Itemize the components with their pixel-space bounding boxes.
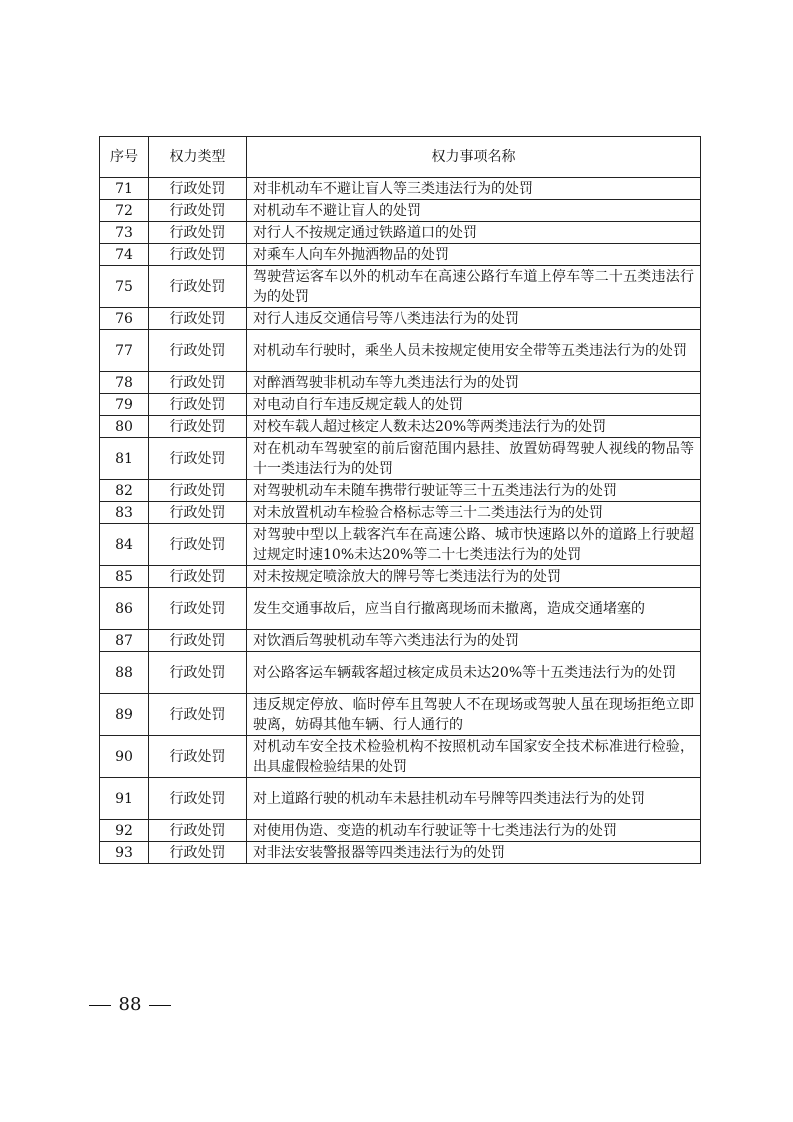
table-row (100, 480, 701, 502)
power-type-cell: 行政处罚 (149, 416, 247, 438)
power-item-name-cell: 对醉酒驾驶非机动车等九类违法行为的处罚 (247, 372, 701, 394)
serial-number-cell: 90 (100, 736, 149, 778)
power-type-cell: 行政处罚 (149, 778, 247, 820)
power-type-cell: 行政处罚 (149, 330, 247, 372)
power-item-name-cell: 对驾驶机动车未随车携带行驶证等三十五类违法行为的处罚 (247, 480, 701, 502)
table-row (100, 200, 701, 222)
serial-number-cell: 91 (100, 778, 149, 820)
power-item-name-cell: 对机动车不避让盲人的处罚 (247, 200, 701, 222)
table-row (100, 588, 701, 630)
power-item-name-cell: 对非机动车不避让盲人等三类违法行为的处罚 (247, 178, 701, 200)
table-row (100, 244, 701, 266)
serial-number-cell: 77 (100, 330, 149, 372)
serial-number-cell: 93 (100, 842, 149, 864)
table-row (100, 438, 701, 480)
power-type-cell: 行政处罚 (149, 566, 247, 588)
table-row (100, 178, 701, 200)
power-item-name-cell: 对公路客运车辆载客超过核定成员未达20%等十五类违法行为的处罚 (247, 652, 701, 694)
serial-number-cell: 80 (100, 416, 149, 438)
table-row (100, 694, 701, 736)
power-item-name-cell: 发生交通事故后，应当自行撤离现场而未撤离，造成交通堵塞的 (247, 588, 701, 630)
power-item-name-cell: 对使用伪造、变造的机动车行驶证等十七类违法行为的处罚 (247, 820, 701, 842)
serial-number-cell: 76 (100, 308, 149, 330)
power-item-name-cell: 对校车载人超过核定人数未达20%等两类违法行为的处罚 (247, 416, 701, 438)
power-item-name-cell: 对未按规定喷涂放大的牌号等七类违法行为的处罚 (247, 566, 701, 588)
table-row (100, 330, 701, 372)
power-type-cell: 行政处罚 (149, 438, 247, 480)
table-row (100, 842, 701, 864)
serial-number-cell: 78 (100, 372, 149, 394)
table-row (100, 630, 701, 652)
table-row (100, 820, 701, 842)
serial-number-cell: 87 (100, 630, 149, 652)
table-row (100, 372, 701, 394)
power-item-name-cell: 对乘车人向车外抛洒物品的处罚 (247, 244, 701, 266)
power-item-name-cell: 对行人不按规定通过铁路道口的处罚 (247, 222, 701, 244)
power-type-cell: 行政处罚 (149, 308, 247, 330)
power-type-cell: 行政处罚 (149, 694, 247, 736)
serial-number-cell: 84 (100, 524, 149, 566)
power-item-name-cell: 对未放置机动车检验合格标志等三十二类违法行为的处罚 (247, 502, 701, 524)
serial-number-cell: 81 (100, 438, 149, 480)
table-row (100, 266, 701, 308)
serial-number-cell: 89 (100, 694, 149, 736)
serial-number-cell: 71 (100, 178, 149, 200)
power-item-name-cell: 违反规定停放、临时停车且驾驶人不在现场或驾驶人虽在现场拒绝立即驶离，妨碍其他车辆、行人通行的 (247, 694, 701, 736)
power-type-cell: 行政处罚 (149, 502, 247, 524)
left-dash (89, 1005, 111, 1006)
power-type-cell: 行政处罚 (149, 630, 247, 652)
header-power-type: 权力类型 (149, 137, 247, 178)
table-row (100, 736, 701, 778)
power-item-name-cell: 对电动自行车违反规定载人的处罚 (247, 394, 701, 416)
serial-number-cell: 73 (100, 222, 149, 244)
power-type-cell: 行政处罚 (149, 372, 247, 394)
power-item-name-cell: 对行人违反交通信号等八类违法行为的处罚 (247, 308, 701, 330)
table-row (100, 652, 701, 694)
serial-number-cell: 75 (100, 266, 149, 308)
power-type-cell: 行政处罚 (149, 820, 247, 842)
table-body (100, 178, 701, 864)
power-items-table (99, 136, 701, 864)
table-header-row (100, 137, 701, 178)
power-type-cell: 行政处罚 (149, 480, 247, 502)
serial-number-cell: 92 (100, 820, 149, 842)
power-type-cell: 行政处罚 (149, 842, 247, 864)
power-type-cell: 行政处罚 (149, 200, 247, 222)
serial-number-cell: 72 (100, 200, 149, 222)
power-item-name-cell: 对机动车行驶时，乘坐人员未按规定使用安全带等五类违法行为的处罚 (247, 330, 701, 372)
right-dash (149, 1005, 171, 1006)
serial-number-cell: 82 (100, 480, 149, 502)
header-serial-number: 序号 (100, 137, 149, 178)
power-type-cell: 行政处罚 (149, 222, 247, 244)
serial-number-cell: 86 (100, 588, 149, 630)
power-type-cell: 行政处罚 (149, 652, 247, 694)
power-type-cell: 行政处罚 (149, 736, 247, 778)
power-type-cell: 行政处罚 (149, 178, 247, 200)
table-row (100, 416, 701, 438)
power-item-name-cell: 对饮酒后驾驶机动车等六类违法行为的处罚 (247, 630, 701, 652)
table-row (100, 502, 701, 524)
power-type-cell: 行政处罚 (149, 244, 247, 266)
power-type-cell: 行政处罚 (149, 524, 247, 566)
power-item-name-cell: 对上道路行驶的机动车未悬挂机动车号牌等四类违法行为的处罚 (247, 778, 701, 820)
serial-number-cell: 83 (100, 502, 149, 524)
table-row (100, 308, 701, 330)
power-item-name-cell: 对驾驶中型以上载客汽车在高速公路、城市快速路以外的道路上行驶超过规定时速10%未达20%等二十七类违法行为的处罚 (247, 524, 701, 566)
header-power-item-name: 权力事项名称 (247, 137, 701, 178)
table-row (100, 394, 701, 416)
power-item-name-cell: 驾驶营运客车以外的机动车在高速公路行车道上停车等二十五类违法行为的处罚 (247, 266, 701, 308)
serial-number-cell: 74 (100, 244, 149, 266)
table-row (100, 778, 701, 820)
serial-number-cell: 79 (100, 394, 149, 416)
page-number-footer (0, 994, 260, 1015)
power-item-name-cell: 对非法安装警报器等四类违法行为的处罚 (247, 842, 701, 864)
power-type-cell: 行政处罚 (149, 588, 247, 630)
power-item-name-cell: 对机动车安全技术检验机构不按照机动车国家安全技术标准进行检验，出具虚假检验结果的处罚 (247, 736, 701, 778)
power-item-name-cell: 对在机动车驾驶室的前后窗范围内悬挂、放置妨碍驾驶人视线的物品等十一类违法行为的处罚 (247, 438, 701, 480)
table-row (100, 566, 701, 588)
power-type-cell: 行政处罚 (149, 394, 247, 416)
table-row (100, 524, 701, 566)
power-type-cell: 行政处罚 (149, 266, 247, 308)
page-number: 88 (118, 994, 142, 1015)
serial-number-cell: 85 (100, 566, 149, 588)
serial-number-cell: 88 (100, 652, 149, 694)
table-row (100, 222, 701, 244)
